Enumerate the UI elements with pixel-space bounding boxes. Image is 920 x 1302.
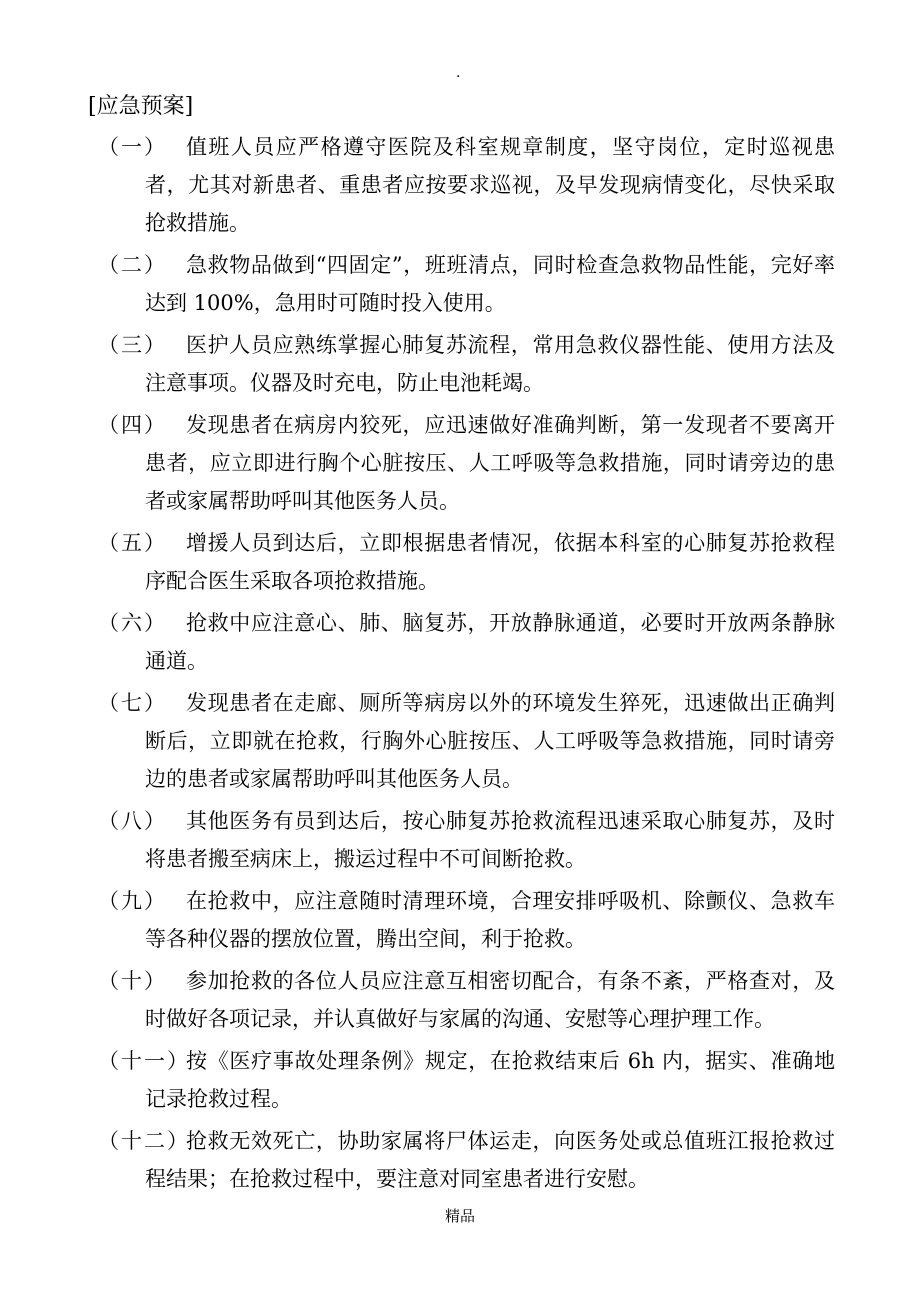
plan-item-2 [0,246,920,322]
item-text: 抢救中应注意心、肺、脑复苏，开放静脉通道，必要时开放两条静脉通道。 [145,611,835,673]
item-text: 参加抢救的各位人员应注意互相密切配合，有条不紊，严格查对，及时做好各项记录，并认真做好与家属的沟通、安慰等心理护理工作。 [145,969,835,1031]
plan-item-10 [0,962,920,1038]
page-footer: 精品 [444,1207,475,1225]
item-text: 抢救无效死亡，协助家属将尸体运走，向医务处或总值班江报抢救过程结果；在抢救过程中，要注意对同室患者进行安慰。 [145,1129,835,1191]
plan-item-1 [0,128,920,242]
item-text: 发现患者在病房内狡死，应迅速做好准确判断，第一发现者不要离开患者，应立即进行胸个心脏按压、人工呼吸等急救措施，同时请旁边的患者或家属帮助呼叫其他医务人员。 [145,413,835,513]
item-number: （十） [98,969,167,993]
plan-item-list [0,128,920,1202]
item-text: 按《医疗事故处理条例》规定，在抢救结束后 6h 内，据实、准确地记录抢救过程。 [145,1049,835,1111]
item-text: 急救物品做到“四固定”，班班清点，同时检查急救物品性能，完好率达到 100%，急用时可随时投入使用。 [145,253,835,315]
plan-item-6 [0,604,920,680]
item-number: （四） [98,413,167,437]
item-number: （六） [98,611,167,635]
item-number: （二） [98,253,167,277]
item-number: （九） [98,889,167,913]
plan-item-8 [0,802,920,878]
item-number: （五） [98,531,167,555]
plan-item-3 [0,326,920,402]
plan-item-5 [0,524,920,600]
plan-item-7 [0,684,920,798]
item-number: （十二） [98,1129,190,1153]
item-text: 增援人员到达后，立即根据患者情况，依据本科室的心肺复苏抢救程序配合医生采取各项抢救措施。 [145,531,835,593]
plan-item-12 [0,1122,920,1198]
item-number: （一） [98,135,167,159]
item-text: 在抢救中，应注意随时清理环境，合理安排呼吸机、除颤仪、急救车等各种仪器的摆放位置，腾出空间，利于抢救。 [145,889,835,951]
header-dot: . [456,65,461,81]
item-text: 值班人员应严格遵守医院及科室规章制度，坚守岗位，定时巡视患者，尤其对新患者、重患者应按要求巡视，及早发现病情变化，尽快采取抢救措施。 [145,135,835,235]
item-number: （三） [98,333,167,357]
item-number: （七） [98,691,167,715]
page-title: [应急预案] [88,94,194,119]
item-text: 医护人员应熟练掌握心肺复苏流程，常用急救仪器性能、使用方法及注意事项。仪器及时充电，防止电池耗竭。 [145,333,835,395]
plan-item-11 [0,1042,920,1118]
item-number: （八） [98,809,167,833]
plan-item-9 [0,882,920,958]
plan-item-4 [0,406,920,520]
item-text: 发现患者在走廊、厕所等病房以外的环境发生猝死，迅速做出正确判断后，立即就在抢救，行胸外心脏按压、人工呼吸等急救措施，同时请旁边的患者或家属帮助呼叫其他医务人员。 [145,691,835,791]
item-text: 其他医务有员到达后，按心肺复苏抢救流程迅速采取心肺复苏，及时将患者搬至病床上，搬运过程中不可间断抢救。 [145,809,835,871]
item-number: （十一） [98,1049,190,1073]
